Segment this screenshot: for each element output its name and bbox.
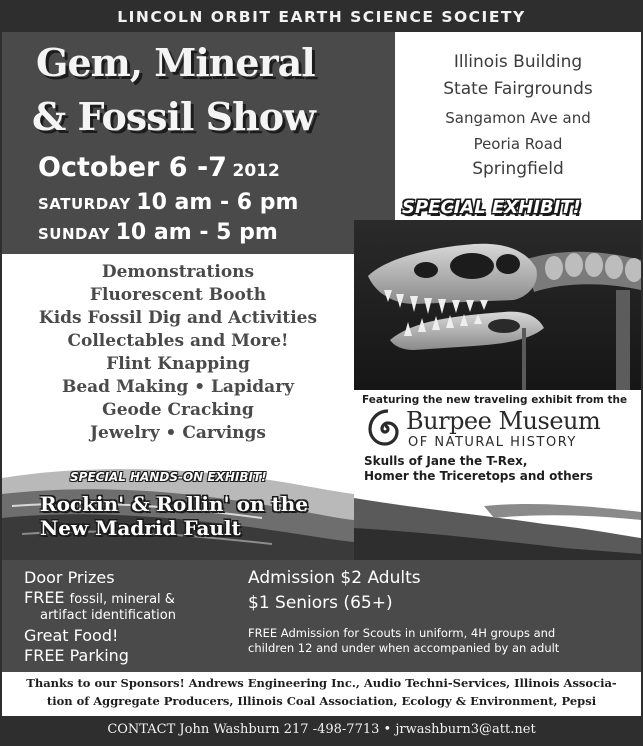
header-band <box>2 2 641 32</box>
saturday-hours-row <box>38 190 298 215</box>
saturday-hours: 10 am - 6 pm <box>136 190 299 215</box>
spiral-logo-icon <box>364 408 406 450</box>
location-venue: State Fairgrounds <box>443 79 593 99</box>
society-name: LINCOLN ORBIT EARTH SCIENCE SOCIETY <box>117 8 526 26</box>
sunday-hours-row <box>38 220 278 245</box>
sponsors-line-1: Thanks to our Sponsors! Andrews Engineering Inc., Audio Techni-Services, Illinois Associa- <box>26 676 617 690</box>
sponsors-band <box>2 672 641 716</box>
activities-list <box>2 254 354 460</box>
location-street: Sangamon Ave and <box>445 109 591 127</box>
location-city: Springfield <box>472 159 564 179</box>
show-dates <box>38 152 280 183</box>
admission-seniors: $1 Seniors (65+) <box>248 593 393 613</box>
special-exhibit-label: SPECIAL EXHIBIT! <box>402 197 581 218</box>
location-building: Illinois Building <box>453 52 583 72</box>
activity-item: Demonstrations <box>101 262 255 282</box>
contact-band <box>2 716 641 744</box>
location-panel <box>395 32 641 220</box>
skulls-line-2: Homer the Triceretops and others <box>364 469 593 483</box>
location-road: Peoria Road <box>473 135 563 153</box>
hands-on-title-line-1: Rockin' & Rollin' on the <box>40 492 308 516</box>
free-identification-row <box>24 588 175 607</box>
date-year: 2012 <box>232 161 280 181</box>
sponsors-line-2: tion of Aggregate Producers, Illinois Coal Association, Ecology & Environment, Pepsi <box>46 694 597 708</box>
t-rex-skull-photo <box>354 220 641 390</box>
hands-on-label: SPECIAL HANDS-ON EXHIBIT! <box>70 470 267 484</box>
date-range: October 6 -7 <box>38 152 227 183</box>
rock-strata-extension <box>354 498 641 560</box>
activity-item: Flint Knapping <box>106 354 250 374</box>
museum-subtitle: OF NATURAL HISTORY <box>408 435 577 450</box>
free-parking: FREE Parking <box>24 646 129 665</box>
activity-item: Geode Cracking <box>102 400 254 420</box>
featuring-text: Featuring the new traveling exhibit from the <box>362 394 628 406</box>
museum-name: Burpee Museum <box>406 407 601 435</box>
hands-on-title-line-2: New Madrid Fault <box>40 516 241 540</box>
free-admission-line-2: children 12 and under when accompanied by an adult <box>248 641 560 655</box>
title-panel <box>2 32 395 254</box>
free-identification-text: fossil, mineral & <box>69 592 175 607</box>
activity-item: Bead Making • Lapidary <box>61 377 295 397</box>
sunday-label: SUNDAY <box>38 225 111 243</box>
great-food: Great Food! <box>24 626 119 645</box>
activity-item: Fluorescent Booth <box>89 285 267 305</box>
free-admission-line-1: FREE Admission for Scouts in uniform, 4H groups and <box>248 626 556 640</box>
sunday-hours: 10 am - 5 pm <box>115 220 278 245</box>
show-title-line-1: Gem, Mineral <box>36 40 315 85</box>
activity-item: Collectables and More! <box>67 331 289 351</box>
activity-item: Kids Fossil Dig and Activities <box>38 308 318 328</box>
show-title-line-2: & Fossil Show <box>32 94 315 139</box>
admission-adults: Admission $2 Adults <box>248 568 421 588</box>
free-word: FREE <box>24 588 65 607</box>
artifact-identification: artifact identification <box>40 608 176 623</box>
details-panel <box>2 560 641 672</box>
door-prizes: Door Prizes <box>24 568 115 587</box>
activity-item: Jewelry • Carvings <box>90 423 266 443</box>
contact-info: CONTACT John Washburn 217 -498-7713 • jrwashburn3@att.net <box>107 722 536 737</box>
t-rex-skull-illustration <box>354 220 641 390</box>
saturday-label: SATURDAY <box>38 195 131 213</box>
skulls-line-1: Skulls of Jane the T-Rex, <box>364 454 528 468</box>
